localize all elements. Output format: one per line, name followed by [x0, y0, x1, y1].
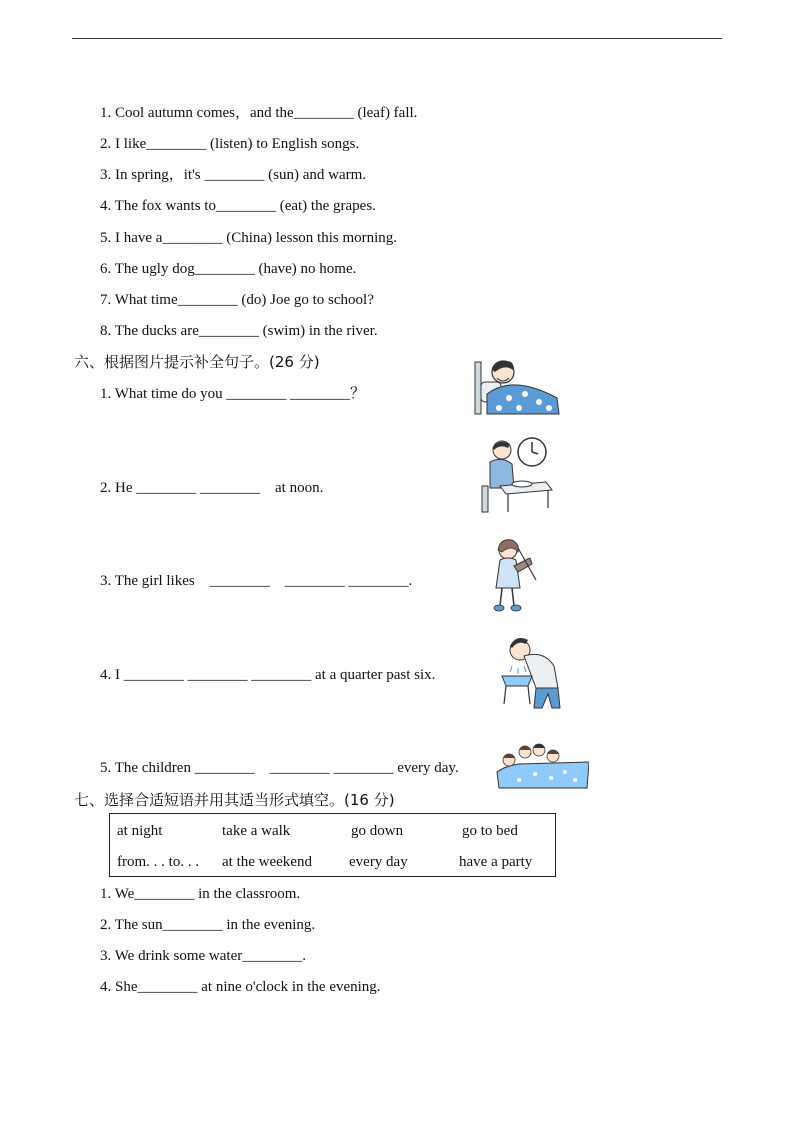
s5-question-4: 4. The fox wants to________ (eat) the grapes.: [100, 198, 376, 214]
s6-question-3: 3. The girl likes ________ ________ ________.: [100, 573, 413, 589]
phrase: have a party: [459, 854, 533, 870]
s5-question-2: 2. I like________ (listen) to English songs.: [100, 136, 360, 152]
phrase: go to bed: [462, 823, 518, 839]
s6-question-4: 4. I ________ ________ ________ at a quarter past six.: [100, 667, 436, 683]
phrase: every day: [349, 854, 408, 870]
header-rule: [72, 38, 722, 39]
boy-washing-face-icon: [498, 632, 564, 710]
s7-question-2: 2. The sun________ in the evening.: [100, 917, 316, 933]
girl-playing-violin-icon: [488, 536, 544, 614]
phrase: take a walk: [222, 823, 291, 839]
s5-question-8: 8. The ducks are________ (swim) in the river.: [100, 323, 378, 339]
children-swimming-icon: [495, 738, 589, 790]
s5-question-3: 3. In spring，it's ________ (sun) and warm.: [100, 167, 367, 183]
s6-question-1: 1. What time do you ________ ________？: [100, 386, 366, 402]
phrase: at night: [117, 823, 163, 839]
section-6-heading: 六、根据图片提示补全句子。(26 分): [74, 353, 320, 371]
boy-waking-in-bed-icon: [473, 354, 561, 416]
s7-question-4: 4. She________ at nine o'clock in the evening.: [100, 979, 381, 995]
section-7-heading: 七、选择合适短语并用其适当形式填空。(16 分): [74, 791, 395, 809]
s5-question-1: 1. Cool autumn comes，and the________ (leaf) fall.: [100, 105, 418, 121]
s5-question-6: 6. The ugly dog________ (have) no home.: [100, 261, 357, 277]
phrase: from. . . to. . .: [117, 854, 200, 870]
s5-question-5: 5. I have a________ (China) lesson this morning.: [100, 230, 398, 246]
s6-question-5: 5. The children ________ ________ ________ every day.: [100, 760, 459, 776]
s5-question-7: 7. What time________ (do) Joe go to school?: [100, 292, 374, 308]
s7-question-1: 1. We________ in the classroom.: [100, 886, 301, 902]
s7-question-3: 3. We drink some water________.: [100, 948, 306, 964]
s6-question-2: 2. He ________ ________ at noon.: [100, 480, 324, 496]
phrase: go down: [351, 823, 404, 839]
phrase: at the weekend: [222, 854, 312, 870]
boy-eating-lunch-with-clock-icon: [478, 434, 556, 514]
